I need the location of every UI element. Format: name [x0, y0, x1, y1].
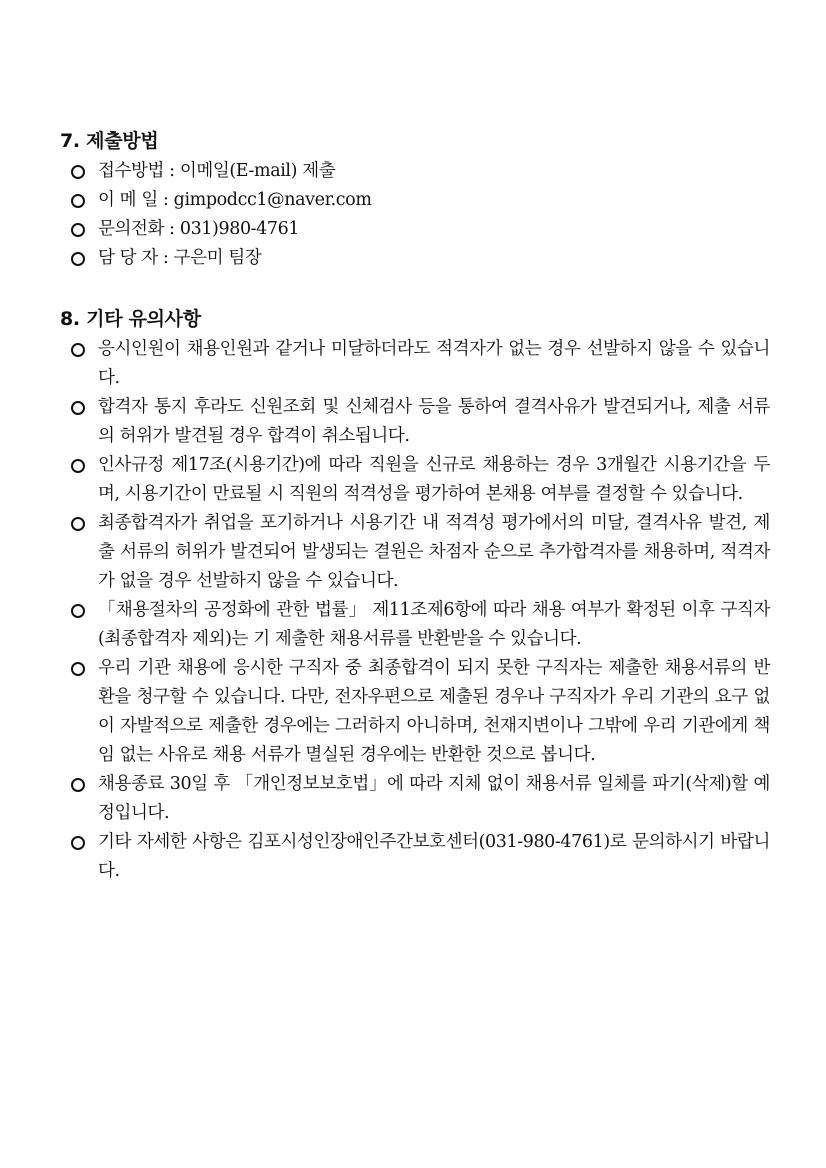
list-item: [60, 828, 770, 886]
list-item: [60, 596, 770, 654]
list-item-email: [60, 186, 772, 215]
list-item-text: 이 메 일 : gimpodcc1@naver.com: [98, 190, 372, 210]
list-item-text: 우리 기관 채용에 응시한 구직자 중 최종합격이 되지 못한 구직자는 제출한 채용서류의 반환을 청구할 수 있습니다. 다만, 전자우편으로 제출된 경우나 구직자가 우리 기관의 요구 없이 자발적으로 제출한 경우에는 그러하지 아니하며, 천재지변이나 그밖에 우리 기관에게 책임 없는 사유로 채용 서류가 멸실된 경우에는 반환한 것으로 봅니다.: [98, 658, 770, 765]
list-item-text: 「채용절차의 공정화에 관한 법률」 제11조제6항에 따라 채용 여부가 확정된 이후 구직자(최종합격자 제외)는 기 제출한 채용서류를 반환받을 수 있습니다.: [98, 600, 770, 649]
circle-bullet-icon: [70, 157, 90, 186]
list-item-text: 기타 자세한 사항은 김포시성인장애인주간보호센터(031-980-4761)로 문의하시기 바랍니다.: [98, 832, 770, 881]
circle-bullet-icon: [70, 596, 90, 625]
list-item-text: 채용종료 30일 후 「개인정보보호법」에 따라 지체 없이 채용서류 일체를 파기(삭제)할 예정입니다.: [98, 774, 770, 823]
list-item: [60, 393, 770, 451]
circle-bullet-icon: [70, 654, 90, 683]
list-item-text: 담 당 자 : 구은미 팀장: [98, 248, 262, 268]
circle-bullet-icon: [70, 828, 90, 857]
list-item-contact-person: [60, 244, 772, 273]
list-item-text: 접수방법 : 이메일(E-mail) 제출: [98, 161, 336, 181]
section-submission-method: [60, 126, 772, 273]
circle-bullet-icon: [70, 335, 90, 364]
list-item: [60, 509, 770, 596]
section-heading: 7. 제출방법: [60, 130, 159, 152]
circle-bullet-icon: [70, 770, 90, 799]
list-item-text: 인사규정 제17조(시용기간)에 따라 직원을 신규로 채용하는 경우 3개월간 시용기간을 두며, 시용기간이 만료될 시 직원의 적격성을 평가하여 본채용 여부를 결정할 수 있습니다.: [98, 455, 770, 504]
list-item: [60, 451, 770, 509]
list-item: [60, 770, 770, 828]
circle-bullet-icon: [70, 244, 90, 273]
circle-bullet-icon: [70, 451, 90, 480]
list-item-text: 문의전화 : 031)980-4761: [98, 219, 300, 239]
circle-bullet-icon: [70, 186, 90, 215]
list-item: [60, 335, 770, 393]
list-item-phone: [60, 215, 772, 244]
list-item-text: 최종합격자가 취업을 포기하거나 시용기간 내 적격성 평가에서의 미달, 결격사유 발견, 제출 서류의 허위가 발견되어 발생되는 결원은 차점자 순으로 추가합격자를 채용하며, 적격자가 없을 경우 선발하지 않을 수 있습니다.: [98, 513, 770, 591]
circle-bullet-icon: [70, 393, 90, 422]
section-heading: 8. 기타 유의사항: [60, 308, 201, 330]
list-item-text: 합격자 통지 후라도 신원조회 및 신체검사 등을 통하여 결격사유가 발견되거나, 제출 서류의 허위가 발견될 경우 합격이 취소됩니다.: [98, 397, 770, 446]
list-item-text: 응시인원이 채용인원과 같거나 미달하더라도 적격자가 없는 경우 선발하지 않을 수 있습니다.: [98, 339, 770, 388]
section-other-notes: [60, 304, 772, 886]
circle-bullet-icon: [70, 215, 90, 244]
list-item-submission-method: [60, 157, 772, 186]
list-item: [60, 654, 770, 770]
circle-bullet-icon: [70, 509, 90, 538]
